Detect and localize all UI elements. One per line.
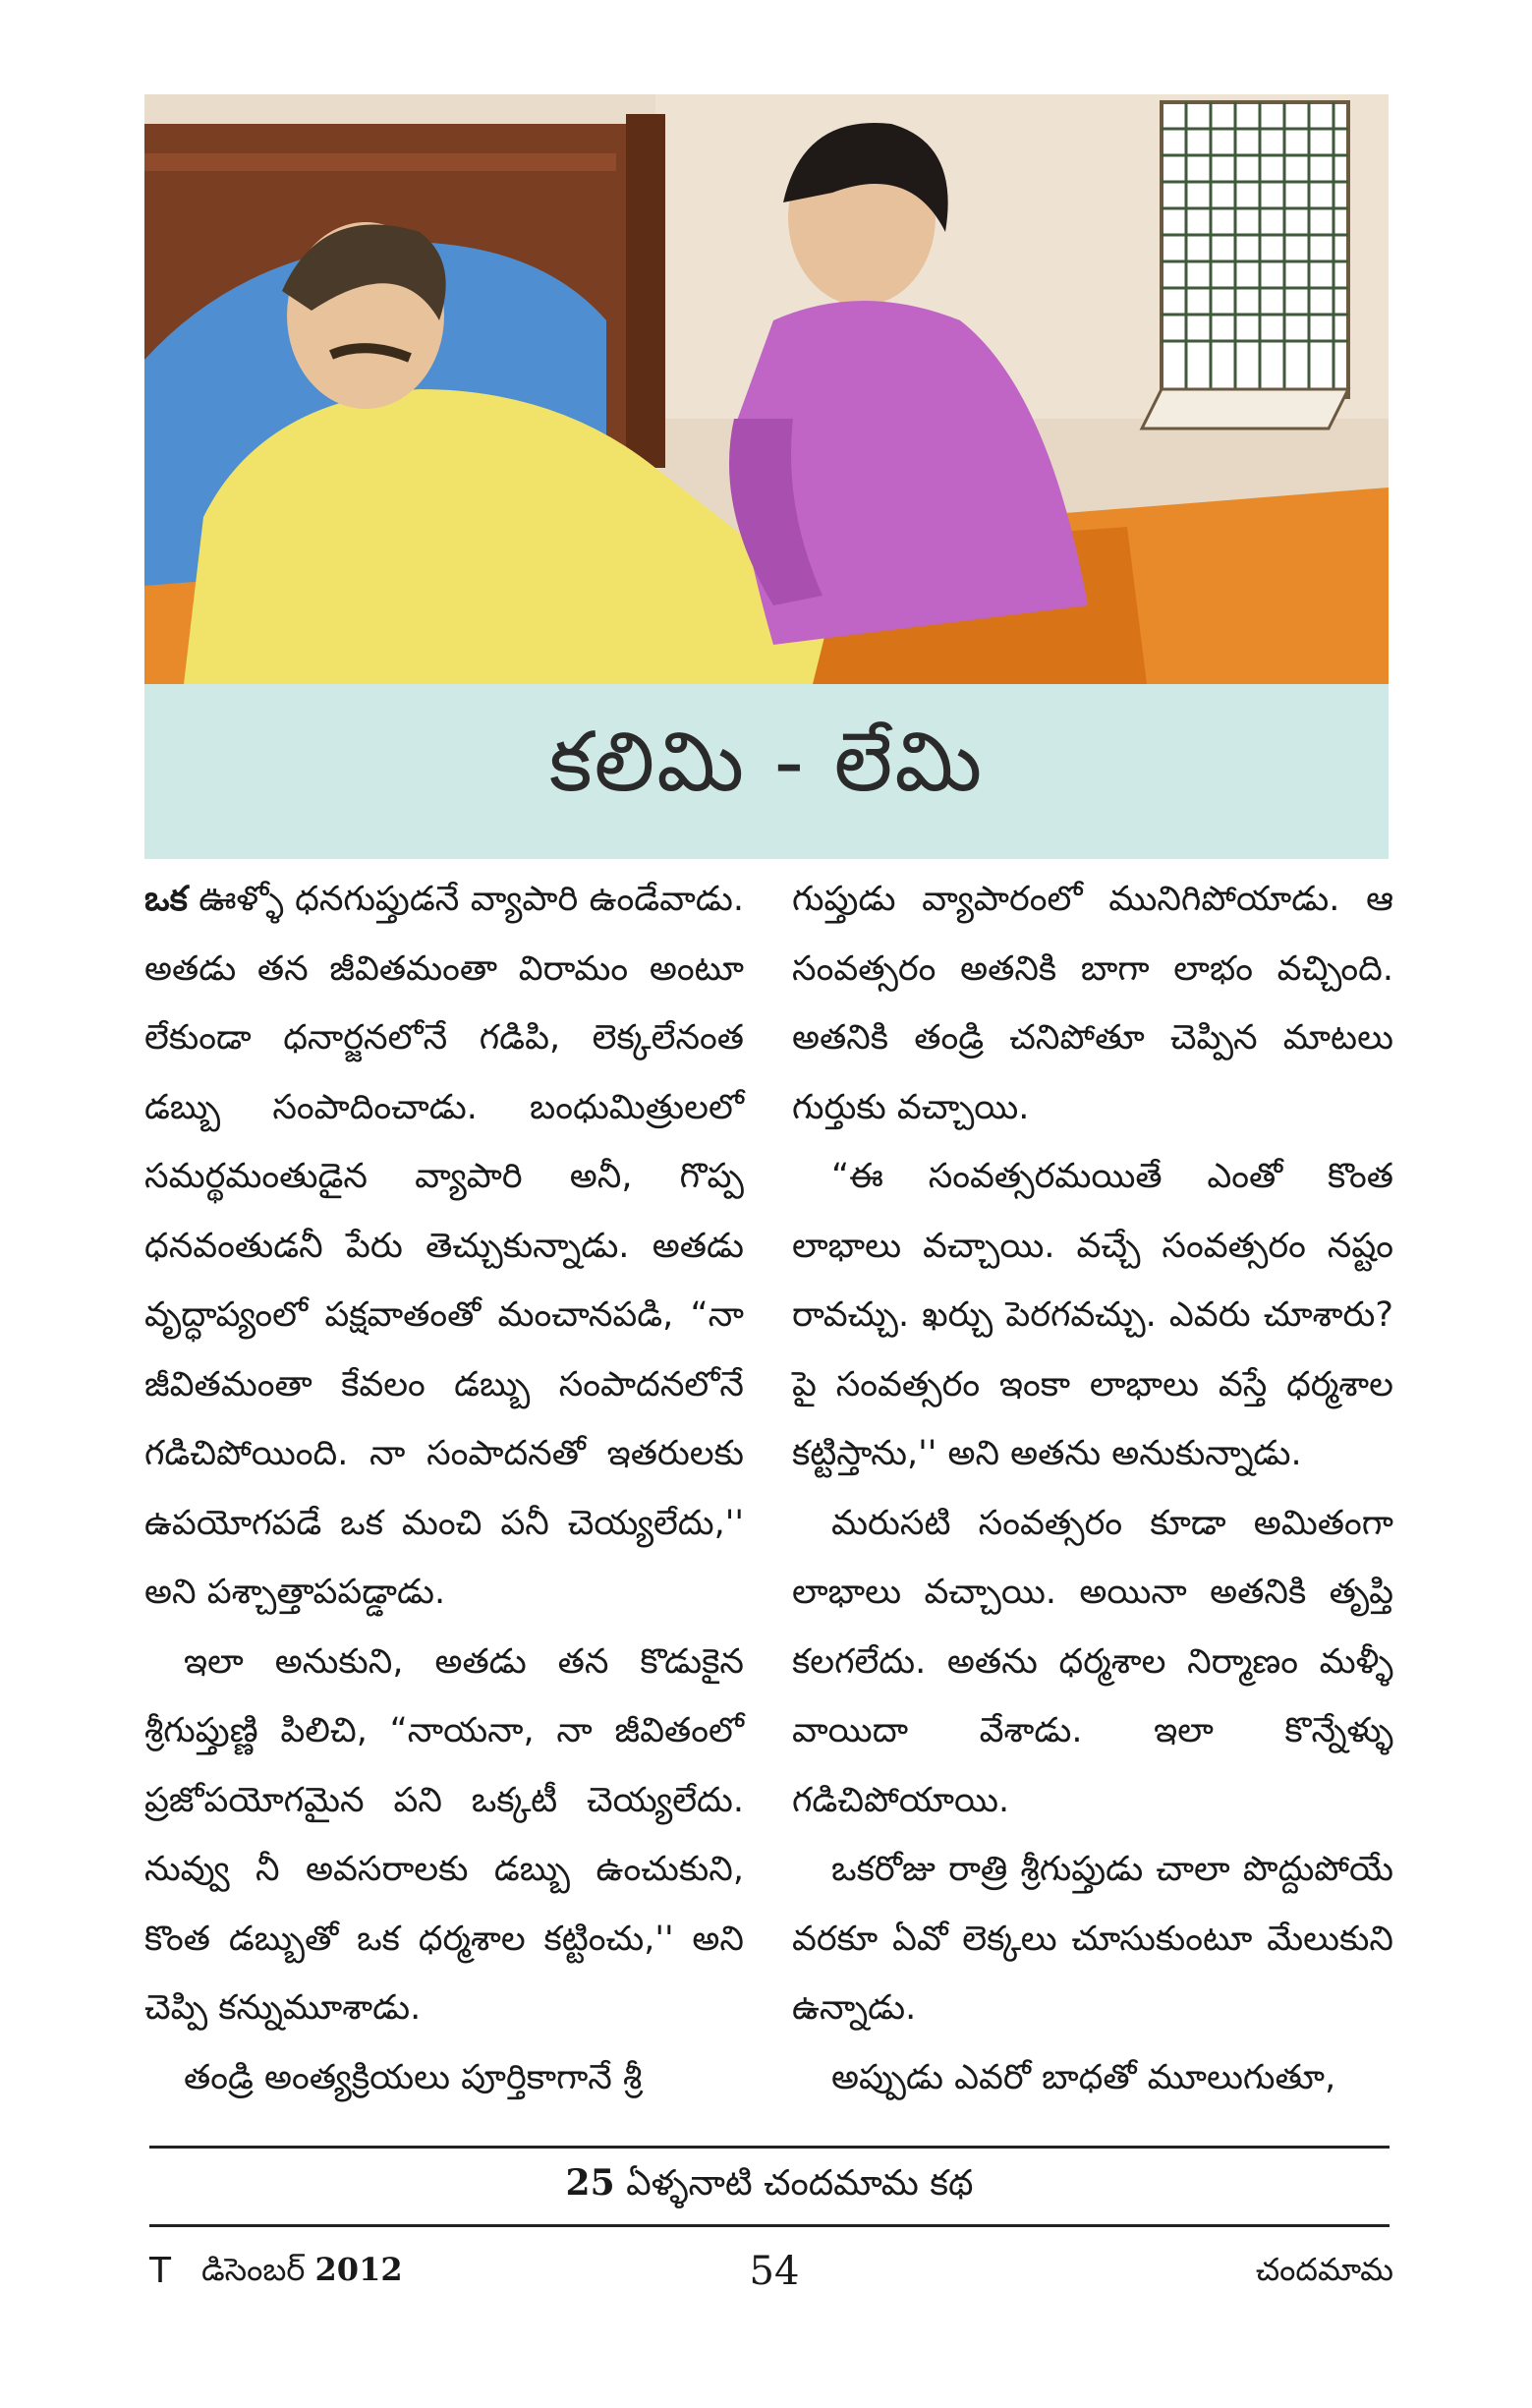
paragraph: ఇలా అనుకుని, అతడు తన కొడుకైన శ్రీగుప్తుణ్ణి పిలిచి, “నాయనా, నా జీవితంలో ప్రజోపయోగమైన పని ఒక్కటీ చెయ్యలేదు. నువ్వు నీ అవసరాలకు డబ్బు ఉంచుకుని, కొంత డబ్బుతో ఒక ధర్మశాల కట్టించు,'' అని చెప్పి కన్నుమూశాడు.	[144, 1641, 744, 2028]
magazine-name: చందమామ	[1255, 2251, 1393, 2288]
paragraph: గుప్తుడు వ్యాపారంలో మునిగిపోయాడు. ఆ సంవత్సరం అతనికి బాగా లాభం వచ్చింది. అతనికి తండ్రి చనిపోతూ చెప్పిన మాటలు గుర్తుకు వచ్చాయి.	[792, 880, 1393, 1127]
story-illustration	[144, 94, 1389, 684]
issue-date: డిసెంబర్ 2012	[201, 2251, 403, 2288]
left-text-column	[144, 865, 744, 2112]
window	[1142, 102, 1348, 429]
paragraph: ఒక ఊళ్ళో ధనగుప్తుడనే వ్యాపారి ఉండేవాడు. అతడు తన జీవితమంతా విరామం అంటూ లేకుండా ధనార్జనలోనే గడిపి, లెక్కలేనంత డబ్బు సంపాదించాడు. బంధుమిత్రులలో సమర్థమంతుడైన వ్యాపారి అనీ, గొప్ప ధనవంతుడనీ పేరు తెచ్చుకున్నాడు. అతడు వృద్ధాప్యంలో పక్షవాతంతో మంచానపడి, “నా జీవితమంతా కేవలం డబ్బు సంపాదనలోనే గడిచిపోయింది. నా సంపాదనతో ఇతరులకు ఉపయోగపడే ఒక మంచి పనీ చెయ్యలేదు,'' అని పశ్చాత్తాపపడ్డాడు.	[144, 880, 744, 1612]
paragraph: మరుసటి సంవత్సరం కూడా అమితంగా లాభాలు వచ్చాయి. అయినా అతనికి తృప్తి కలగలేదు. అతను ధర్మశాల నిర్మాణం మళ్ళీ వాయిదా వేశాడు. ఇలా కొన్నేళ్ళు గడిచిపోయాయి.	[792, 1503, 1393, 1820]
page-mark: T	[149, 2251, 171, 2291]
paragraph: “ఈ సంవత్సరమయితే ఎంతో కొంత లాభాలు వచ్చాయి. వచ్చే సంవత్సరం నష్టం రావచ్చు. ఖర్చు పెరగవచ్చు. ఎవరు చూశారు? పై సంవత్సరం ఇంకా లాభాలు వస్తే ధర్మశాల కట్టిస్తాను,'' అని అతను అనుకున్నాడు.	[792, 1157, 1393, 1473]
story-title: కలిమి - లేమి	[548, 713, 985, 810]
footer-top-rule	[149, 2146, 1390, 2149]
series-caption: 25 ఏళ్ళనాటి చందమామ కథ	[565, 2162, 974, 2204]
right-text-column	[792, 865, 1393, 2112]
story-title-band	[144, 684, 1389, 859]
paragraph: ఒకరోజు రాత్రి శ్రీగుప్తుడు చాలా పొద్దుపోయే వరకూ ఏవో లెక్కలు చూసుకుంటూ మేలుకుని ఉన్నాడు.	[792, 1850, 1393, 2028]
paragraph: అప్పుడు ఎవరో బాధతో మూలుగుతూ,	[831, 2057, 1336, 2097]
footer-bottom-rule	[149, 2224, 1390, 2227]
paragraph: తండ్రి అంత్యక్రియలు పూర్తికాగానే శ్రీ	[184, 2057, 643, 2097]
page-number: 54	[749, 2249, 800, 2294]
drop-word: ఒక	[144, 880, 188, 919]
sickbed-scene-image	[144, 94, 1389, 684]
